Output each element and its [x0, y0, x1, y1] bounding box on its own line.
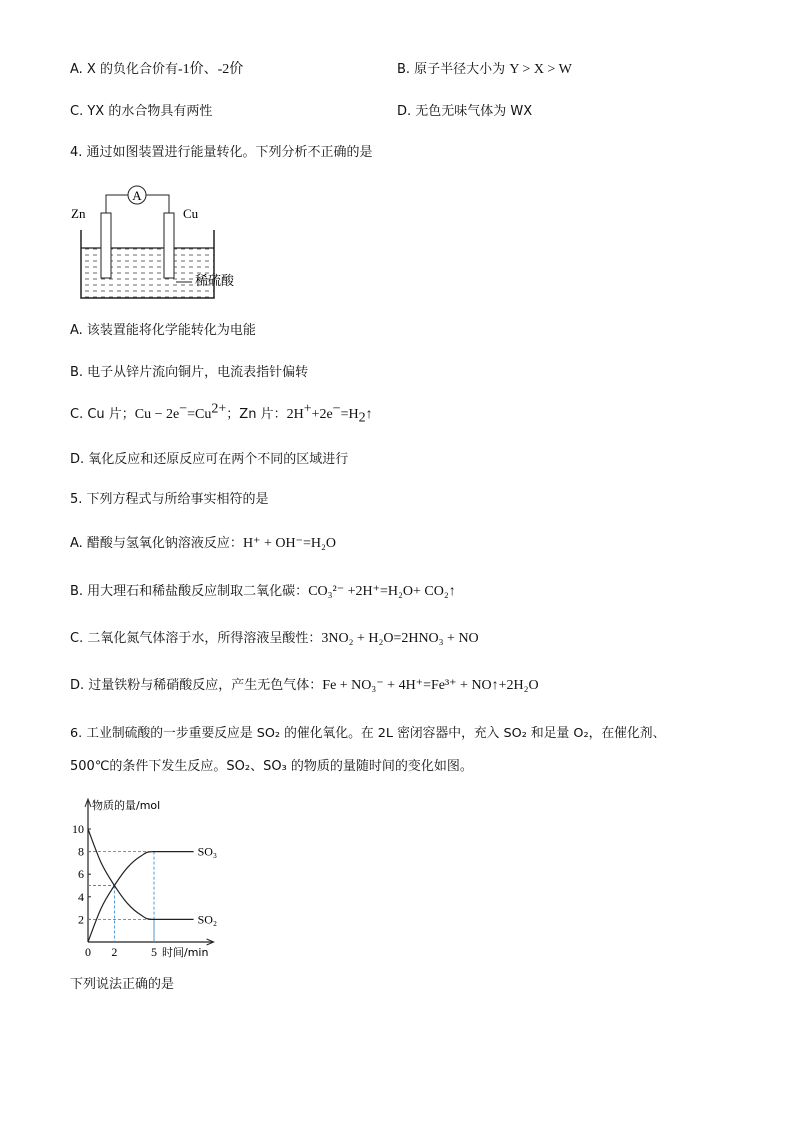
q3-option-a	[70, 61, 243, 79]
zn-electrode	[101, 213, 111, 278]
y-tick-label: 8	[78, 844, 84, 859]
q4-option-d: D. 氧化反应和还原反应可在两个不同的区域进行	[70, 452, 349, 467]
zn-label: Zn	[71, 206, 86, 221]
x-tick-label: 0	[85, 945, 91, 959]
q5-option-d: D. 过量铁粉与稀硝酸反应，产生无色气体：Fe + NO₃⁻ + 4H⁺=Fe³⁺ + NO↑+2H₂O	[70, 678, 539, 693]
galvanic-cell-figure	[68, 180, 258, 305]
y-tick-label: 10	[72, 822, 84, 836]
q6-after-chart: 下列说法正确的是	[70, 977, 175, 992]
cu-label: Cu	[183, 206, 199, 221]
series-line-so2	[88, 829, 194, 919]
q3-option-c: C. YX 的水合物具有两性	[70, 104, 213, 119]
mole-time-chart	[62, 795, 302, 960]
y-tick-label: 6	[78, 867, 84, 882]
q4-option-c: C. Cu 片；$Cu - 2e^-=Cu^{2+}$；Zn 片：$2H^++2e^-=H_2↑$	[70, 401, 373, 426]
q4-stem: 4. 通过如图装置进行能量转化。下列分析不正确的是	[70, 145, 373, 160]
q3-option-a-text: A. X 的负化合价有	[70, 62, 178, 77]
q6-stem-line2: 500℃的条件下发生反应。SO₂、SO₃ 的物质的量随时间的变化如图。	[70, 759, 473, 774]
x-tick-label: 5	[151, 945, 157, 959]
series-line-so3	[88, 852, 194, 942]
cu-electrode	[164, 213, 174, 278]
q3-option-b-text: B. 原子半径大小为	[397, 62, 510, 77]
q5-stem: 5. 下列方程式与所给事实相符的是	[70, 492, 269, 507]
y-axis-label: 物质的量/mol	[92, 799, 161, 812]
ammeter-label: A	[132, 188, 142, 203]
q3-option-a-values: -1价、-2价	[177, 62, 244, 77]
series-label-so2: SO₂	[197, 912, 218, 927]
x-axis-label: 时间/min	[162, 946, 209, 959]
q5-option-c: C. 二氧化氮气体溶于水，所得溶液呈酸性：3NO₂ + H₂O=2HNO₃ + NO	[70, 631, 479, 646]
q3-option-b-formula: Y > X > W	[509, 62, 572, 77]
q5-option-b: B. 用大理石和稀盐酸反应制取二氧化碳：CO₃²⁻ +2H⁺=H₂O+ CO₂↑	[70, 584, 456, 599]
q6-stem-line1: 6. 工业制硫酸的一步重要反应是 SO₂ 的催化氧化。在 2L 密闭容器中，充入 SO₂ 和足量 O₂，在催化剂、	[70, 726, 666, 741]
q5-option-a: A. 醋酸与氢氧化钠溶液反应：H⁺ + OH⁻=H₂O	[70, 536, 336, 551]
series-label-so3: SO₃	[197, 844, 218, 859]
solution-label: 稀硫酸	[195, 274, 235, 289]
y-tick-label: 4	[78, 889, 84, 904]
y-tick-label: 2	[78, 912, 84, 927]
q4-option-a: A. 该装置能将化学能转化为电能	[70, 323, 256, 338]
q3-option-d: D. 无色无味气体为 WX	[397, 104, 533, 119]
q3-option-b	[397, 61, 572, 79]
q4-option-b: B. 电子从锌片流向铜片，电流表指针偏转	[70, 365, 309, 380]
x-tick-label: 2	[111, 945, 118, 959]
